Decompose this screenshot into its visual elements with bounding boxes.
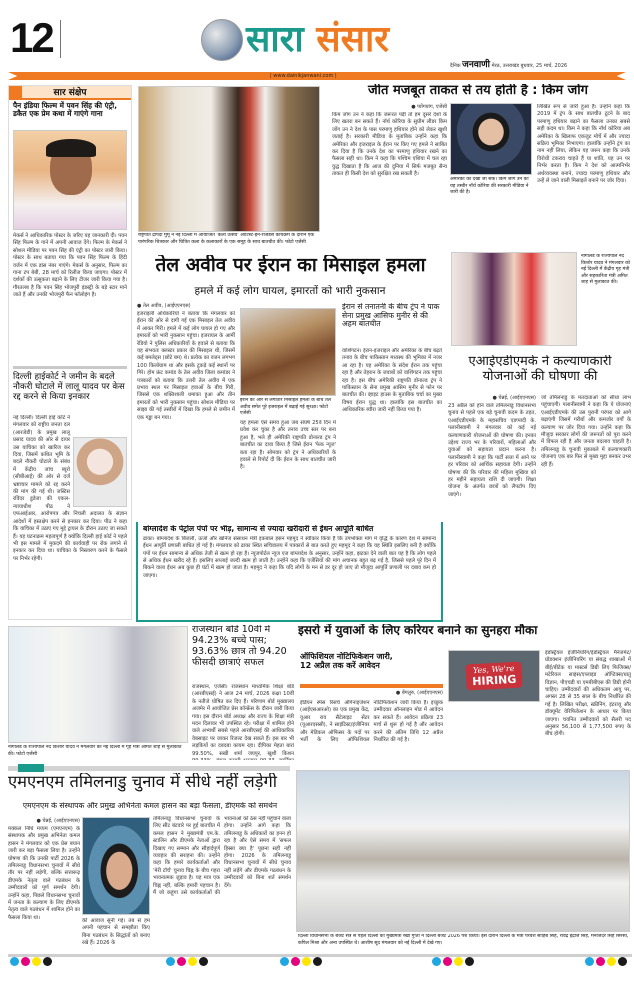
delhi-budget-photo: [296, 770, 630, 932]
paper-name: जनवाणी: [462, 60, 491, 70]
sign-text-hiring: HIRING: [471, 672, 517, 689]
paper-info: [450, 57, 567, 70]
president-photo: [138, 86, 320, 232]
hiring-sign: [465, 662, 522, 691]
separator-marker: [18, 764, 44, 772]
registration-dots: [432, 951, 476, 970]
orange-rule: [300, 684, 443, 688]
kim-jong-un-photo: [450, 103, 532, 175]
divider: [60, 20, 61, 58]
iran-subheadline: हमले में कई लोग घायल, इमारतों को भारी नुकसान: [194, 285, 386, 297]
registration-dots: [280, 951, 324, 970]
rajasthan-headline: राजस्थान बोर्ड 10वीं में 94.23% बच्चे पास; 93.63% छात्र तो 94.20 फीसदी छात्राएं सफल: [192, 625, 287, 668]
president-photo-caption: राष्ट्रपति द्रौपदी मुर्मू ने नई दिल्ली में आयोजित 'कला उत्सव' आर्टिस्ट-इन-रेजिडेंस कार्यक्रम के दौरान एक पारंपरिक चित्रकार और चित्रित कला के कलाकारों के एक समूह के साथ बातचीत की। फोटो एजेंसी: [138, 233, 315, 245]
section-marker: [9, 86, 22, 100]
aiadmk-byline: ● चेन्नई, (आईएएनएस): [492, 395, 536, 401]
paper-prefix: दैनिक: [450, 63, 461, 69]
mnm-subheadline: एमएनएम के संस्थापक और प्रमुख अभिनेता कमल हासन का बड़ा फैसला, डीएमके को समर्थन: [22, 802, 278, 810]
kamal-haasan-photo: [82, 817, 150, 915]
iran-byline: ● तेल अवीव, (आईएएनएस): [137, 303, 191, 309]
governor-amit-shah-photo: [451, 252, 577, 346]
section-logo: [246, 20, 389, 60]
sign-text-yes: Yes, We're: [472, 663, 515, 676]
mnm-body-2: तमिलनाडु विधानसभा चुनावों के लिए सीट बंटवारे पर हुई बातचीत में कमल हासन ने मुख्यमंत्री एम.के. स्टालिन और डीएमके नेताओं द्वारा दिखाए गए सम्मान और सौहार्दपूर्ण व्यवहार की सराहना की। उन्होंने कहा कि हमारे कार्यकर्ताओं और 'मेरी टॉर्च' चुनाव चिह्न के बीच गहरा भावनात्मक जुड़ाव है। यह मात्र एक चिह्न नहीं, बल्कि हमारी पहचान है। मैं जो कहूंगा उसे कार्यकर्ताओं की भावनाओं को ठेस नहीं पहुंचाने वाला होगा। उन्होंने आगे कहा कि तमिलनाडु के अधिकारों का हनन हो रहा है और ऐसे समय में 'सफल हिस्सा क्या है' पूछना सही नहीं होगा। 2026 के तमिलनाडु विधानसभा चुनावों में सीधे चुनाव नहीं लड़ेंगे और डीएमके गठबंधन के उम्मीदवारों को बिना शर्त समर्थन देंगे।: [153, 816, 291, 897]
lalu-story: [9, 415, 131, 615]
bangladesh-box: [136, 522, 443, 622]
mnm-headline: एमएनएम तमिलनाडु चुनाव में सीधे नहीं लड़ेगी: [8, 773, 278, 791]
isro-byline: ● बेंगलुरु, (आईएएनएस): [395, 690, 443, 696]
pak-body: वाशिंगटन। ईरान-इजराइल और अमेरिका के बीच बढ़ते तनाव के बीच पाकिस्तान मध्यस्थ की भूमिका में नजर आ रहा है। यह अमेरिका के संदेश ईरान तक पहुंचा रहा है और तेहरान के जवाबों को वाशिंगटन तक पहुंचा रहा है। इस बीच अमेरिकी राष्ट्रपति डोनाल्ड ट्रंप ने पाकिस्तान के सेना प्रमुख आसिम मुनीर से फोन पर बातचीत की। व्हाइट हाउस के मुताबिक चर्चा का मुख्य विषय ईरान युद्ध था। हालांकि इस बातचीत का आधिकारिक ब्यौरा जारी नहीं किया गया है।: [342, 348, 442, 414]
lalu-body: नई दिल्ली। दिल्ली हाई कोर्ट ने मंगलवार को राष्ट्रीय जनता दल (आरजेडी) के प्रमुख लालू प्रसाद यादव की ओर से दायर उस याचिका को खारिज कर दिया, जिसमें कथित भूमि के बदले नौकरी घोटाले के संबंध में केंद्रीय जांच ब्यूरो (सीबीआई) की ओर से दर्ज भ्रष्टाचार मामले को रद्द करने की मांग की गई थी। जस्टिस रविंदर डुडेजा की एकल-न्यायाधीश पीठ ने एफआईआर, आरोपपत्र और निचली अदालत के संज्ञान आदेशों में हस्तक्षेप करने से इनकार कर दिया। पीठ ने कहा कि याचिका में उठाए गए मुद्दे ट्रायल के दौरान उठाए जा सकते हैं। यह घटनाक्रम महत्वपूर्ण है क्योंकि दिल्ली हाई कोर्ट ने पहले भी इस मामले में मुकदमे की कार्यवाही पर रोक लगाने से इनकार कर दिया था। याचिका के निस्तारण करने के फैसले पर निर्भर रहेगी।: [13, 415, 127, 562]
kim-byline: ● प्योंगयांग, एजेंसी: [411, 104, 447, 110]
mnm-photo-caption: की आवाज सुनी गई। तब से हम अपनी पहचान से समझौता किए बिना गठबंधन के सिद्धांतों को बनाए रखे हैं। 2026 के: [82, 918, 150, 946]
lalu-yadav-photo: [73, 437, 127, 507]
website-url: | www.dainikjanwani.com |: [270, 73, 337, 79]
edition-date: मेरठ, उत्तराखंड बुधवार, 25 मार्च, 2026: [491, 63, 568, 69]
kim-body-2: लिखित रूप से जारी हुआ है। उन्होंने कहा कि 2019 में ट्रंप के साथ बातचीत टूटने के बाद परमाणु हथियार बढ़ाने का फैसला उनका सबसे सही कदम था। किम ने कहा कि नॉर्थ कोरिया अब अमेरिका के खिलाफ एकजुट मोर्चे में और ज्यादा सक्रिय भूमिका निभाएगा। हालांकि उन्होंने ट्रंप का नाम नहीं लिया, लेकिन यह जरूर कहा कि उनके विरोधी टकराव चाहते हैं या शांति, यह उन पर निर्भर करता है। किम ने देश को आत्मनिर्भर अर्थव्यवस्था बनाने, ज्यादा परमाणु हथियार और उन्हें ले जाने वाली मिसाइलें बनाने पर जोर दिया।: [537, 104, 630, 185]
kim-photo-caption: अमेरिका को देखा जा सके। किम जोंग उन की यह तस्वीर नॉर्थ कोरिया की सरकारी मीडिया ने जारी की है।: [450, 177, 529, 195]
separator: [8, 766, 290, 771]
tel-aviv-photo-caption: ईरान की ओर से लगातार मिसाइल हमलों के बीच तेल अवीव समेत पूरे इजराइल में बढ़ाई गई सुरक्षा। फोटो एजेंसी: [240, 398, 331, 416]
registration-dots: [10, 951, 54, 970]
bangladesh-body: ढाका। बांग्लादेश के बिजली, ऊर्जा और खनिज संसाधन मंत्री इकबाल हसन महमूद ने स्वीकार किया है कि उपभोक्ता मांग में वृद्धि के कारण देश में सामान्य ईंधन आपूर्ति प्रणाली बाधित हो गई है। मंगलवार को ढाका स्थित सचिवालय में पत्रकारों से बात करते हुए महमूद ने कहा कि यह स्थिति इसलिए बनी है क्योंकि पंपों पर ईंधन सामान्य से अधिक तेजी से खत्म हो रहा है। न्यूजपोर्टल न्यूज एज बांग्लादेश के अनुसार, उन्होंने कहा, झटका देने वाली बात यह है कि लोग पहले से अधिक ईंधन खरीद रहे हैं। इसलिए सप्लाई जल्दी खत्म हो जाती है। उन्होंने कहा कि एजेंसियों की मांग अचानक बहुत बढ़ गई है, जिससे पहले पूरे दिन में बिकने वाला ईंधन अब कुछ ही घंटों में खत्म हो जाता है। महमूद ने कहा कि यदि लोगों के मन से डर दूर हो जाए तो मौजूदा आपूर्ति प्रणाली पर दबाव कम हो जाएगा।: [143, 535, 436, 579]
iran-body: इजराइली अधिकारियों ने बताया कि मंगलवार को ईरान की ओर से दागी गई एक मिसाइल तेल अवीव में आकर गिरी। हमले में कई लोग घायल हो गए और इमारतों को भारी नुकसान पहुंचा। इजरायल के आर्मी रेडियो ने पुलिस अधिकारियों के हवाले से बताया कि यह संभवतः क्लस्टर प्रकार की मिसाइल थी, जिसमें कई बमलेट्स (छोटे बम) थे। प्रत्येक का वजन लगभग 100 किलोग्राम था और इसके टुकड़े कई स्थानों पर गिरे। होम फ्रंट कमांड के तेल अवीव जिला कमांडर ने पत्रकारों को बताया कि उत्तरी तेल अवीव में एक प्रभाव स्थल पर मिसाइल हवाओं के बीच गिरी, जिससे एक शक्तिशाली धमाका हुआ और तीन इमारतों को भारी नुकसान पहुंचा। सोशल मीडिया पर साझा की गई तस्वीरों में दिखा कि हमले से जमीन में एक गड्ढा बन गया।: [137, 311, 235, 421]
registration-dots: [166, 951, 210, 970]
aiadmk-body-2: जो तमिलनाडु के मतदाताओं को सीधा लाभ पहुंचाएगी। पलानीस्वामी ने कहा कि ये योजनाएं एआईएडीएमके की उस पुरानी परंपरा को आगे बढ़ाएंगी जिसमें गरीबों और कमजोर वर्गों के कल्याण पर जोर दिया गया। उन्होंने कहा कि मौजूदा सरकार लोगों की जरूरतों को पूरा करने में विफल रही है और जनता बदलाव चाहती है। तमिलनाडु के चुनावी मुकाबले में कल्याणकारी योजनाएं एक बार फिर से मुख्य मुद्दा बनकर उभर रही हैं।: [541, 395, 631, 468]
section-title: सार संक्षेप: [53, 88, 87, 98]
kim-headline: जीत मजबूत ताकत से तय होती है : किम जोंग: [368, 84, 588, 98]
governor-meeting-photo: [8, 626, 188, 743]
brief-body: मेकर्स ने आधिकारिक पोस्टर के जरिए यह जानकारी दी। पवन सिंह फिल्म के गाने में अपनी आवाज देंगे। फिल्म के मेकर्स ने सोशल मीडिया पर पवन सिंह की एंट्री का पोस्टर जारी किया। पोस्टर के साथ बताया गया कि पवन सिंह फिल्म के हिंदी वर्जन में एक डांस नंबर गाएंगे। मेकर्स के अनुसार, फिल्म का गाना टप बेबी, 28 मार्च को रिलीज किया जाएगा। पोस्टर में दर्शकों की उत्सुकता बढ़ाने के लिए टीजर जारी किया गया है। गौरतलब है कि पवन सिंह भोजपुरी इंडस्ट्री के बड़े स्टार माने जाते हैं और उनकी भोजपुरी फैन फॉलोइंग है।: [13, 233, 127, 299]
rajasthan-body: राजस्थान, एजेंसी। राजस्थान माध्यमिक शिक्षा बोर्ड (आरबीएसई) ने आज 24 मार्च, 2026 कक्षा 10वीं के नतीजे घोषित कर दिए हैं। परिणाम बोर्ड मुख्यालय अजमेर में आयोजित प्रेस कॉन्फ्रेंस के दौरान जारी किया गया। इस दौरान बोर्ड अध्यक्ष और राज्य के शिक्षा मंत्री मदन दिलावर भी उपस्थित रहे। परीक्षा में शामिल होने वाले अभ्यर्थी सबसे पहले आरबीएसई की आधिकारिक वेबसाइट पर जाकर रिजल्ट देख सकते हैं। इस बार भी लड़कियों का दबदबा कायम रहा। दीपिका मेहता बारां 99.50%, सखी शर्मा जयपुर, खुशी किशन: [192, 684, 294, 757]
iran-headline: तेल अवीव पर ईरान का मिसाइल हमला: [155, 255, 426, 276]
isro-subheadline: ऑफिशियल नोटिफिकेशन जारी, 12 अप्रैल तक करें आवेदन: [300, 652, 393, 671]
page-number: 12: [10, 14, 53, 61]
iran-body-2: यह हमला ऐसे समय हुआ जब संघर्ष 25वें दिन में प्रवेश कर चुका है और तनाव उच्च स्तर पर बना हुआ है, भले ही अमेरिकी राष्ट्रपति डोनाल्ड ट्रंप ने बातचीत का दावा किया है जिसे ईरान 'फेक न्यूज' बता रहा है। सोमवार को ट्रंप ने अधिकारियों के हवाले से रिपोर्ट दी कि ईरान के साथ बातचीत जारी है।: [240, 420, 336, 471]
bangladesh-headline: बांग्लादेश के पेट्रोल पंपों पर भीड़, सामान्य से ज्यादा खरीदारी से ईंधन आपूर्ति बाधित: [143, 525, 374, 533]
delhi-budget-caption: दिल्ली विधानसभा के बजट सत्र से पहले दिल्ली की मुख्यमंत्री रेखा गुप्ता ने दिल्ली बजट 2026 पेश किया। इस दौरान दिल्ली के मंत्री परवेश साहिब सिंह, रविंद्र इंद्राज सिंह, मनजिंदर सिंह सिरसा, कपिल मिश्रा और अन्य उपस्थित थे। आशीष सूद मंगलवार को नई दिल्ली में देखे गए।: [298, 934, 629, 946]
isro-body-2: इंडस्ट्रियल इंजीनियरिंग/इंडस्ट्रियल मैनेजमेंट/प्रोडक्शन इंजीनियरिंग या संबद्ध शाखाओं में बीई/बीटेक या मास्टर्स डिग्री लिए फिजिक्स/मटेरियल साइंस/एप्लाइड ऑप्टिक्स/धातु विज्ञान, पीएचडी या एमबीबीएस की डिग्री होनी चाहिए। उम्मीदवारों की अधिकतम आयु पर, अगस्त 28 से 35 साल के बीच निर्धारित की गई है। लिखित परीक्षा, स्क्रीनिंग, इंटरव्यू और डॉक्यूमेंट वेरिफिकेशन के आधार पर किया जाएगा। चयनित उम्मीदवारों को सैलरी पद अनुसार 56,100 से 1,77,500 रुपए के बीच होगी।: [545, 650, 631, 738]
globe-icon: [201, 19, 243, 61]
logo-part1: सारा: [246, 19, 304, 60]
registration-dots: [585, 951, 629, 970]
section-header: [9, 86, 131, 100]
pak-headline: ईरान से तनातनी के बीच ट्रंप ने पाक सेना प्रमुख आसिफ मुनीर से की अहम बातचीत: [342, 303, 440, 329]
isro-subbox: [300, 652, 443, 696]
lalu-headline: दिल्ली हाईकोर्ट ने जमीन के बदले नौकरी घोटाले में लालू यादव पर केस रद्द करने से किया इनकार: [13, 372, 125, 402]
hiring-sign-photo: [448, 650, 540, 702]
tel-aviv-damage-photo: [240, 308, 336, 396]
brief-headline: पैन इंडिया फिल्म में पवन सिंह की एंट्री, डकैत एक प्रेम कथा में गाएंगे गाना: [13, 101, 117, 119]
mnm-byline: ● चेन्नई, (आईएएनएस): [36, 818, 80, 824]
mnm-body-1: मक्कल निधि मय्यम (एमएनएम) के संस्थापक और प्रमुख अभिनेता कमल हासन ने मंगलवार को एक प्रेस बयान जारी कर बड़ा फैसला लिया है। उन्होंने घोषणा की कि उनकी पार्टी 2026 के तमिलनाडु विधानसभा चुनावों में सीधे तौर पर नहीं लड़ेगी, बल्कि सत्तारूढ़ डीएमके नेतृत्व वाले गठबंधन के उम्मीदवारों को पूर्ण समर्थन देगी। उन्होंने कहा, पिछले विधानसभा चुनावों में जनता के कल्याण के लिए डीएमके नेतृत्व वाले गठबंधन में शामिल होने का फैसला किया था।: [8, 826, 80, 921]
governor-meeting-caption: नागालैंड के राज्यपाल नंद किशोर यादव ने मंगलवार को नई दिल्ली में गृह मंत्री अमित शाह से मुलाकात की। फोटो एजेंसी: [8, 745, 182, 757]
logo-part2: संसार: [316, 19, 389, 60]
isro-headline: इसरो में युवाओं के लिए करियर बनाने का सुनहरा मौका: [298, 624, 538, 637]
pawan-singh-photo: [13, 130, 127, 230]
aiadmk-headline: एआईएडीएमके ने कल्याणकारी योजनाओं की घोषणा की: [468, 355, 612, 384]
aiadmk-body: 23 अप्रैल को होने वाले तमिलनाडु विधानसभा चुनाव से पहले एक बड़े चुनावी कदम के तहत, एआईएडीएमके के महासचिव एडप्पादी के. पलानीस्वामी ने मंगलवार को कई नई कल्याणकारी योजनाओं की घोषणा की। इनका उद्देश्य राज्य भर के परिवारों, महिलाओं और युवाओं को सहायता प्रदान करना है। पलानीस्वामी ने कहा कि पार्टी सत्ता में आने पर हर परिवार को आर्थिक सहायता देगी। उन्होंने घोषणा की कि परिवार की महिला मुखिया को हर महीने सहायता राशि दी जाएगी। शिक्षा योजना के अंतर्गत छात्रों को लैपटॉप दिए जाएंगे।: [448, 403, 536, 498]
governor-photo-side-caption: नागालैंड के राज्यपाल नंद किशोर यादव ने मंगलवार को नई दिल्ली में केंद्रीय गृह मंत्री और सहकारिता मंत्री अमित शाह से मुलाकात की।: [581, 254, 630, 285]
isro-body-1: इंडियन स्पेस रिसर्च ऑर्गेनाइजेशन (आईएसआरओ) का एक प्रमुख केंद्र, यूआर राव सैटेलाइट सेंटर (यूआरएससी), ने साइंटिस्ट/इंजीनियर और मेडिकल ऑफिसर के पदों पर भर्ती के लिए ऑफिशियल नोटिफिकेशन जारी किया है। इच्छुक उम्मीदवार ऑनलाइन मोड में आवेदन कर सकते हैं। आवेदन प्रक्रिया 23 मार्च से शुरू हो गई है और आवेदन करने की अंतिम तिथि 12 अप्रैल निर्धारित की गई है।: [300, 700, 443, 744]
divider: [13, 366, 127, 369]
brief-section: [8, 85, 132, 620]
kim-body-1: किम जोंग उन ने कहा कि जरूरत पड़ी तो हम दूसरे देशों के लिए खतरा बन सकते हैं। नॉर्थ कोरिया के सुप्रीम लीडर किम जोंग उन ने देश के पास परमाणु हथियार होने को लेकर खुशी जताई है। सरकारी मीडिया के मुताबिक उन्होंने कहा कि अमेरिका और इजराइल के ईरान पर किए गए हमले ने साबित कर दिया है कि उनके देश का परमाणु हथियार रखने का फैसला सही था। किम ने कहा कि पश्चिम एशिया में चल रहा युद्ध दिखाता है कि आज की दुनिया में सिर्फ मजबूत सैन्य ताकत ही किसी देश को सुरक्षित रख सकती है।: [332, 112, 447, 178]
